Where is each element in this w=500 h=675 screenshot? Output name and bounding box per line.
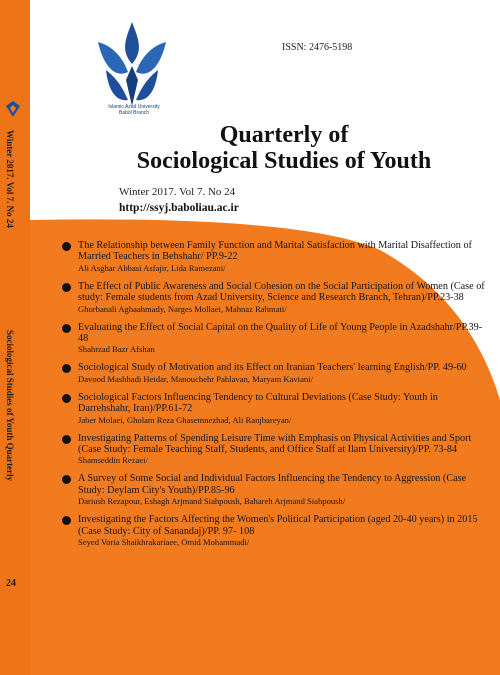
article-item (62, 433, 492, 466)
title-line-2: Sociological Studies of Youth (136, 148, 432, 174)
journal-title (104, 122, 464, 174)
article-authors: Dariush Rezapour, Eshagh Arjmand Siahpoush, Bahareh Arjmand Siahpoush/ (78, 496, 346, 507)
bullet-icon (62, 324, 71, 333)
issue-info: Winter 2017. Vol 7. No 24 (119, 186, 236, 198)
article-authors: Shamseddin Rezaei/ (78, 455, 148, 466)
article-authors: Davood Mashhadi Heidar, Manouchehr Pahlavan, Maryam Kaviani/ (78, 373, 313, 384)
article-item (62, 281, 492, 314)
article-authors: Ali Asghar Abbasi Asfajir, Lida Ramezani/ (78, 262, 226, 273)
bullet-icon (62, 516, 71, 525)
journal-url: http://ssyj.baboliau.ac.ir (119, 202, 239, 214)
issn: ISSN: 2476-5198 (282, 42, 353, 53)
article-authors: Ghorbanali Aghaahmady, Narges Mollaei, Mahnaz Rahmati/ (78, 303, 287, 314)
article-title: The Effect of Public Awareness and Social Cohesion on the Social Participation of Women (Case of study: Female students from Azad University, Science and Research Branch, Tehran)/PP.23-38 (78, 280, 485, 304)
article-item (62, 362, 492, 383)
bullet-icon (62, 242, 71, 251)
article-authors: Shahrzad Bazr Afshan (78, 344, 155, 355)
article-item (62, 240, 492, 273)
article-item (62, 514, 492, 547)
spine-issue-text: Winter 2017. Vol 7. No 24 (5, 130, 15, 228)
article-item (62, 392, 492, 425)
spine-journal-name: Sociological Studies of Youth Quarterly (5, 330, 15, 482)
bullet-icon (62, 283, 71, 292)
university-logo-icon (92, 20, 172, 110)
article-item (62, 322, 492, 355)
bullet-icon (62, 435, 71, 444)
spine-number: 24 (6, 578, 16, 589)
title-line-1: Quarterly of (219, 122, 349, 148)
article-title: Investigating the Factors Affecting the Women's Political Participation (aged 20-40 years) in 2015 (Case Study: City of Sanandaj)/PP. 97- 108 (78, 514, 478, 537)
bullet-icon (62, 475, 71, 484)
article-title: The Relationship between Family Function and Marital Satisfaction with Marital Disaffection of Married Teachers in Behshahr/ PP.9-22 (78, 240, 472, 263)
article-list (62, 240, 492, 555)
article-authors: Jaber Molaei, Gholam Reza Ghasemnezhad, Ali Ranjbareyan/ (78, 414, 292, 425)
bullet-icon (62, 394, 71, 403)
article-title: Sociological Study of Motivation and its Effect on Iranian Teachers' learning English/PP. 49-60 (78, 362, 467, 374)
article-item (62, 473, 492, 506)
article-title: Investigating Patterns of Spending Leisure Time with Emphasis on Physical Activities and Sport (Case Study: Female Teaching Staff, Students, and Office Staff at Ilam University)/PP. 73-84 (78, 432, 472, 456)
logo-caption: Islamic Azad University Babol Branch (108, 104, 160, 116)
bullet-icon (62, 364, 71, 373)
article-title: A Survey of Some Social and Individual Factors Influencing the Tendency to Aggression (Case Study: Deylam City's Youth)/PP.85-96 (78, 473, 467, 496)
article-authors: Seyed Voria Shaikhrakariaee, Omid Mohammadi/ (78, 537, 250, 548)
article-title: Sociological Factors Influencing Tendency to Cultural Deviations (Case Study: Youth in Darrehshahr, Iran)/PP.61-72 (78, 391, 438, 415)
article-title: Evaluating the Effect of Social Capital on the Quality of Life of Young People in Azadshahr/PP.39-48 (78, 321, 483, 345)
